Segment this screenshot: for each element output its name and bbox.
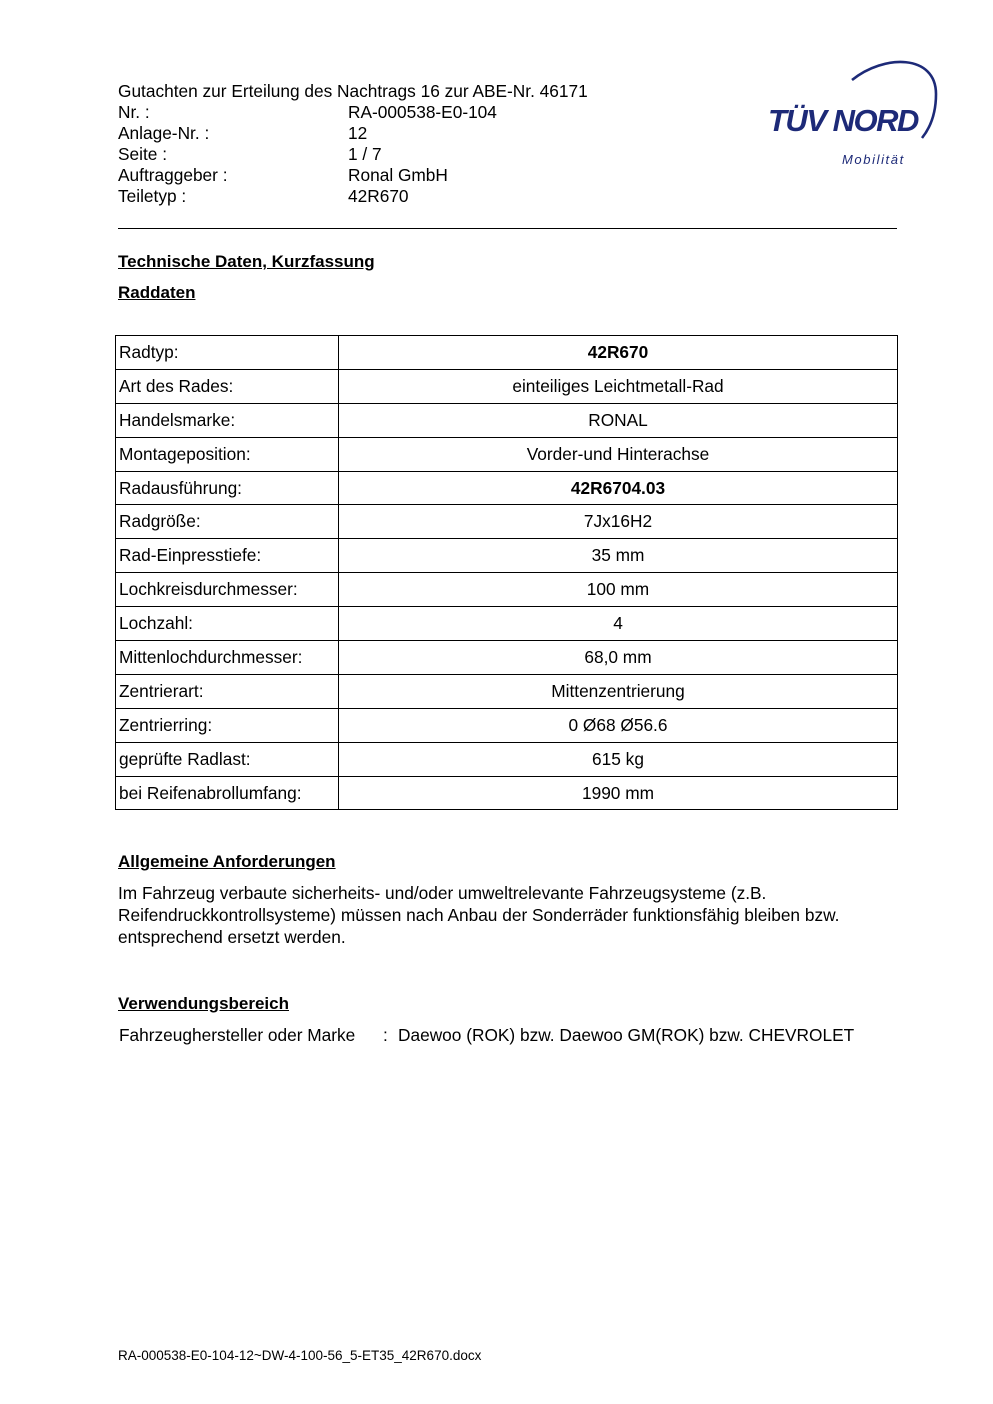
table-row xyxy=(116,471,898,505)
table-cell-value: 1990 mm xyxy=(339,776,898,810)
logo-subtitle: Mobilität xyxy=(842,152,905,167)
table-cell-value: RONAL xyxy=(339,403,898,437)
table-row xyxy=(116,708,898,742)
table-cell-value: 7Jx16H2 xyxy=(339,505,898,539)
table-row xyxy=(116,403,898,437)
header-divider xyxy=(118,228,897,229)
report-title: Gutachten zur Erteilung des Nachtrags 16 zur ABE-Nr. 46171 xyxy=(118,81,588,101)
header-field-row xyxy=(118,165,588,186)
usage-value: Daewoo (ROK) bzw. Daewoo GM(ROK) bzw. CHEVROLET xyxy=(398,1025,855,1045)
table-row xyxy=(116,437,898,471)
header-field-value: 42R670 xyxy=(348,186,409,206)
header-field-value: Ronal GmbH xyxy=(348,165,448,185)
section-heading-general: Allgemeine Anforderungen xyxy=(118,852,336,871)
table-cell-label: Mittenlochdurchmesser: xyxy=(116,641,339,675)
table-row xyxy=(116,607,898,641)
table-row xyxy=(116,369,898,403)
general-requirements-text: Im Fahrzeug verbaute sicherheits- und/oder umweltrelevante Fahrzeugsysteme (z.B. Reifendruckkontrollsysteme) müssen nach Anbau der Sonderräder funktionsfähig bleiben bzw. entsprechend ersetzt werden. xyxy=(118,883,840,947)
table-cell-value: 68,0 mm xyxy=(339,641,898,675)
table-cell-value: 42R670 xyxy=(339,336,898,370)
table-cell-value: 100 mm xyxy=(339,573,898,607)
table-row xyxy=(116,641,898,675)
table-row xyxy=(116,776,898,810)
table-cell-value: 35 mm xyxy=(339,539,898,573)
table-cell-label: Montageposition: xyxy=(116,437,339,471)
tuev-nord-logo xyxy=(764,58,944,170)
table-cell-label: Zentrierring: xyxy=(116,708,339,742)
table-cell-value: 4 xyxy=(339,607,898,641)
table-cell-value: 42R6704.03 xyxy=(339,471,898,505)
table-cell-value: Vorder-und Hinterachse xyxy=(339,437,898,471)
document-header xyxy=(118,81,588,207)
table-cell-label: Handelsmarke: xyxy=(116,403,339,437)
section-heading-technical: Technische Daten, Kurzfassung xyxy=(118,252,375,271)
header-field-value: RA-000538-E0-104 xyxy=(348,102,497,122)
table-cell-value: einteiliges Leichtmetall-Rad xyxy=(339,369,898,403)
header-field-label: Seite : xyxy=(118,144,167,164)
table-row xyxy=(116,336,898,370)
usage-row xyxy=(119,1025,854,1046)
header-field-value: 12 xyxy=(348,123,368,143)
footer-filename: RA-000538-E0-104-12~DW-4-100-56_5-ET35_42R670.docx xyxy=(118,1348,482,1363)
table-cell-label: Radausführung: xyxy=(116,471,339,505)
header-field-label: Anlage-Nr. : xyxy=(118,123,210,143)
table-cell-label: Lochzahl: xyxy=(116,607,339,641)
header-field-label: Nr. : xyxy=(118,102,150,122)
table-row xyxy=(116,742,898,776)
usage-label: Fahrzeughersteller oder Marke xyxy=(119,1025,356,1045)
table-row xyxy=(116,573,898,607)
header-fields xyxy=(118,102,588,207)
table-cell-label: Radtyp: xyxy=(116,336,339,370)
header-field-row xyxy=(118,123,588,144)
section-heading-wheel-data: Raddaten xyxy=(118,283,196,302)
header-field-label: Teiletyp : xyxy=(118,186,187,206)
table-cell-label: bei Reifenabrollumfang: xyxy=(116,776,339,810)
header-field-row xyxy=(118,144,588,165)
header-field-row xyxy=(118,186,588,207)
table-row xyxy=(116,505,898,539)
table-cell-label: Rad-Einpresstiefe: xyxy=(116,539,339,573)
table-cell-label: Art des Rades: xyxy=(116,369,339,403)
table-cell-label: Radgröße: xyxy=(116,505,339,539)
header-field-label: Auftraggeber : xyxy=(118,165,228,185)
table-cell-value: 0 Ø68 Ø56.6 xyxy=(339,708,898,742)
table-row xyxy=(116,674,898,708)
table-cell-label: Zentrierart: xyxy=(116,674,339,708)
section-heading-usage: Verwendungsbereich xyxy=(118,994,289,1013)
table-cell-label: Lochkreisdurchmesser: xyxy=(116,573,339,607)
logo-wordmark: TÜV NORD xyxy=(768,103,918,138)
table-cell-value: 615 kg xyxy=(339,742,898,776)
table-cell-label: geprüfte Radlast: xyxy=(116,742,339,776)
usage-separator: : xyxy=(383,1025,388,1045)
table-cell-value: Mittenzentrierung xyxy=(339,674,898,708)
header-field-row xyxy=(118,102,588,123)
header-field-value: 1 / 7 xyxy=(348,144,382,164)
table-row xyxy=(116,539,898,573)
wheel-data-table xyxy=(115,335,898,810)
